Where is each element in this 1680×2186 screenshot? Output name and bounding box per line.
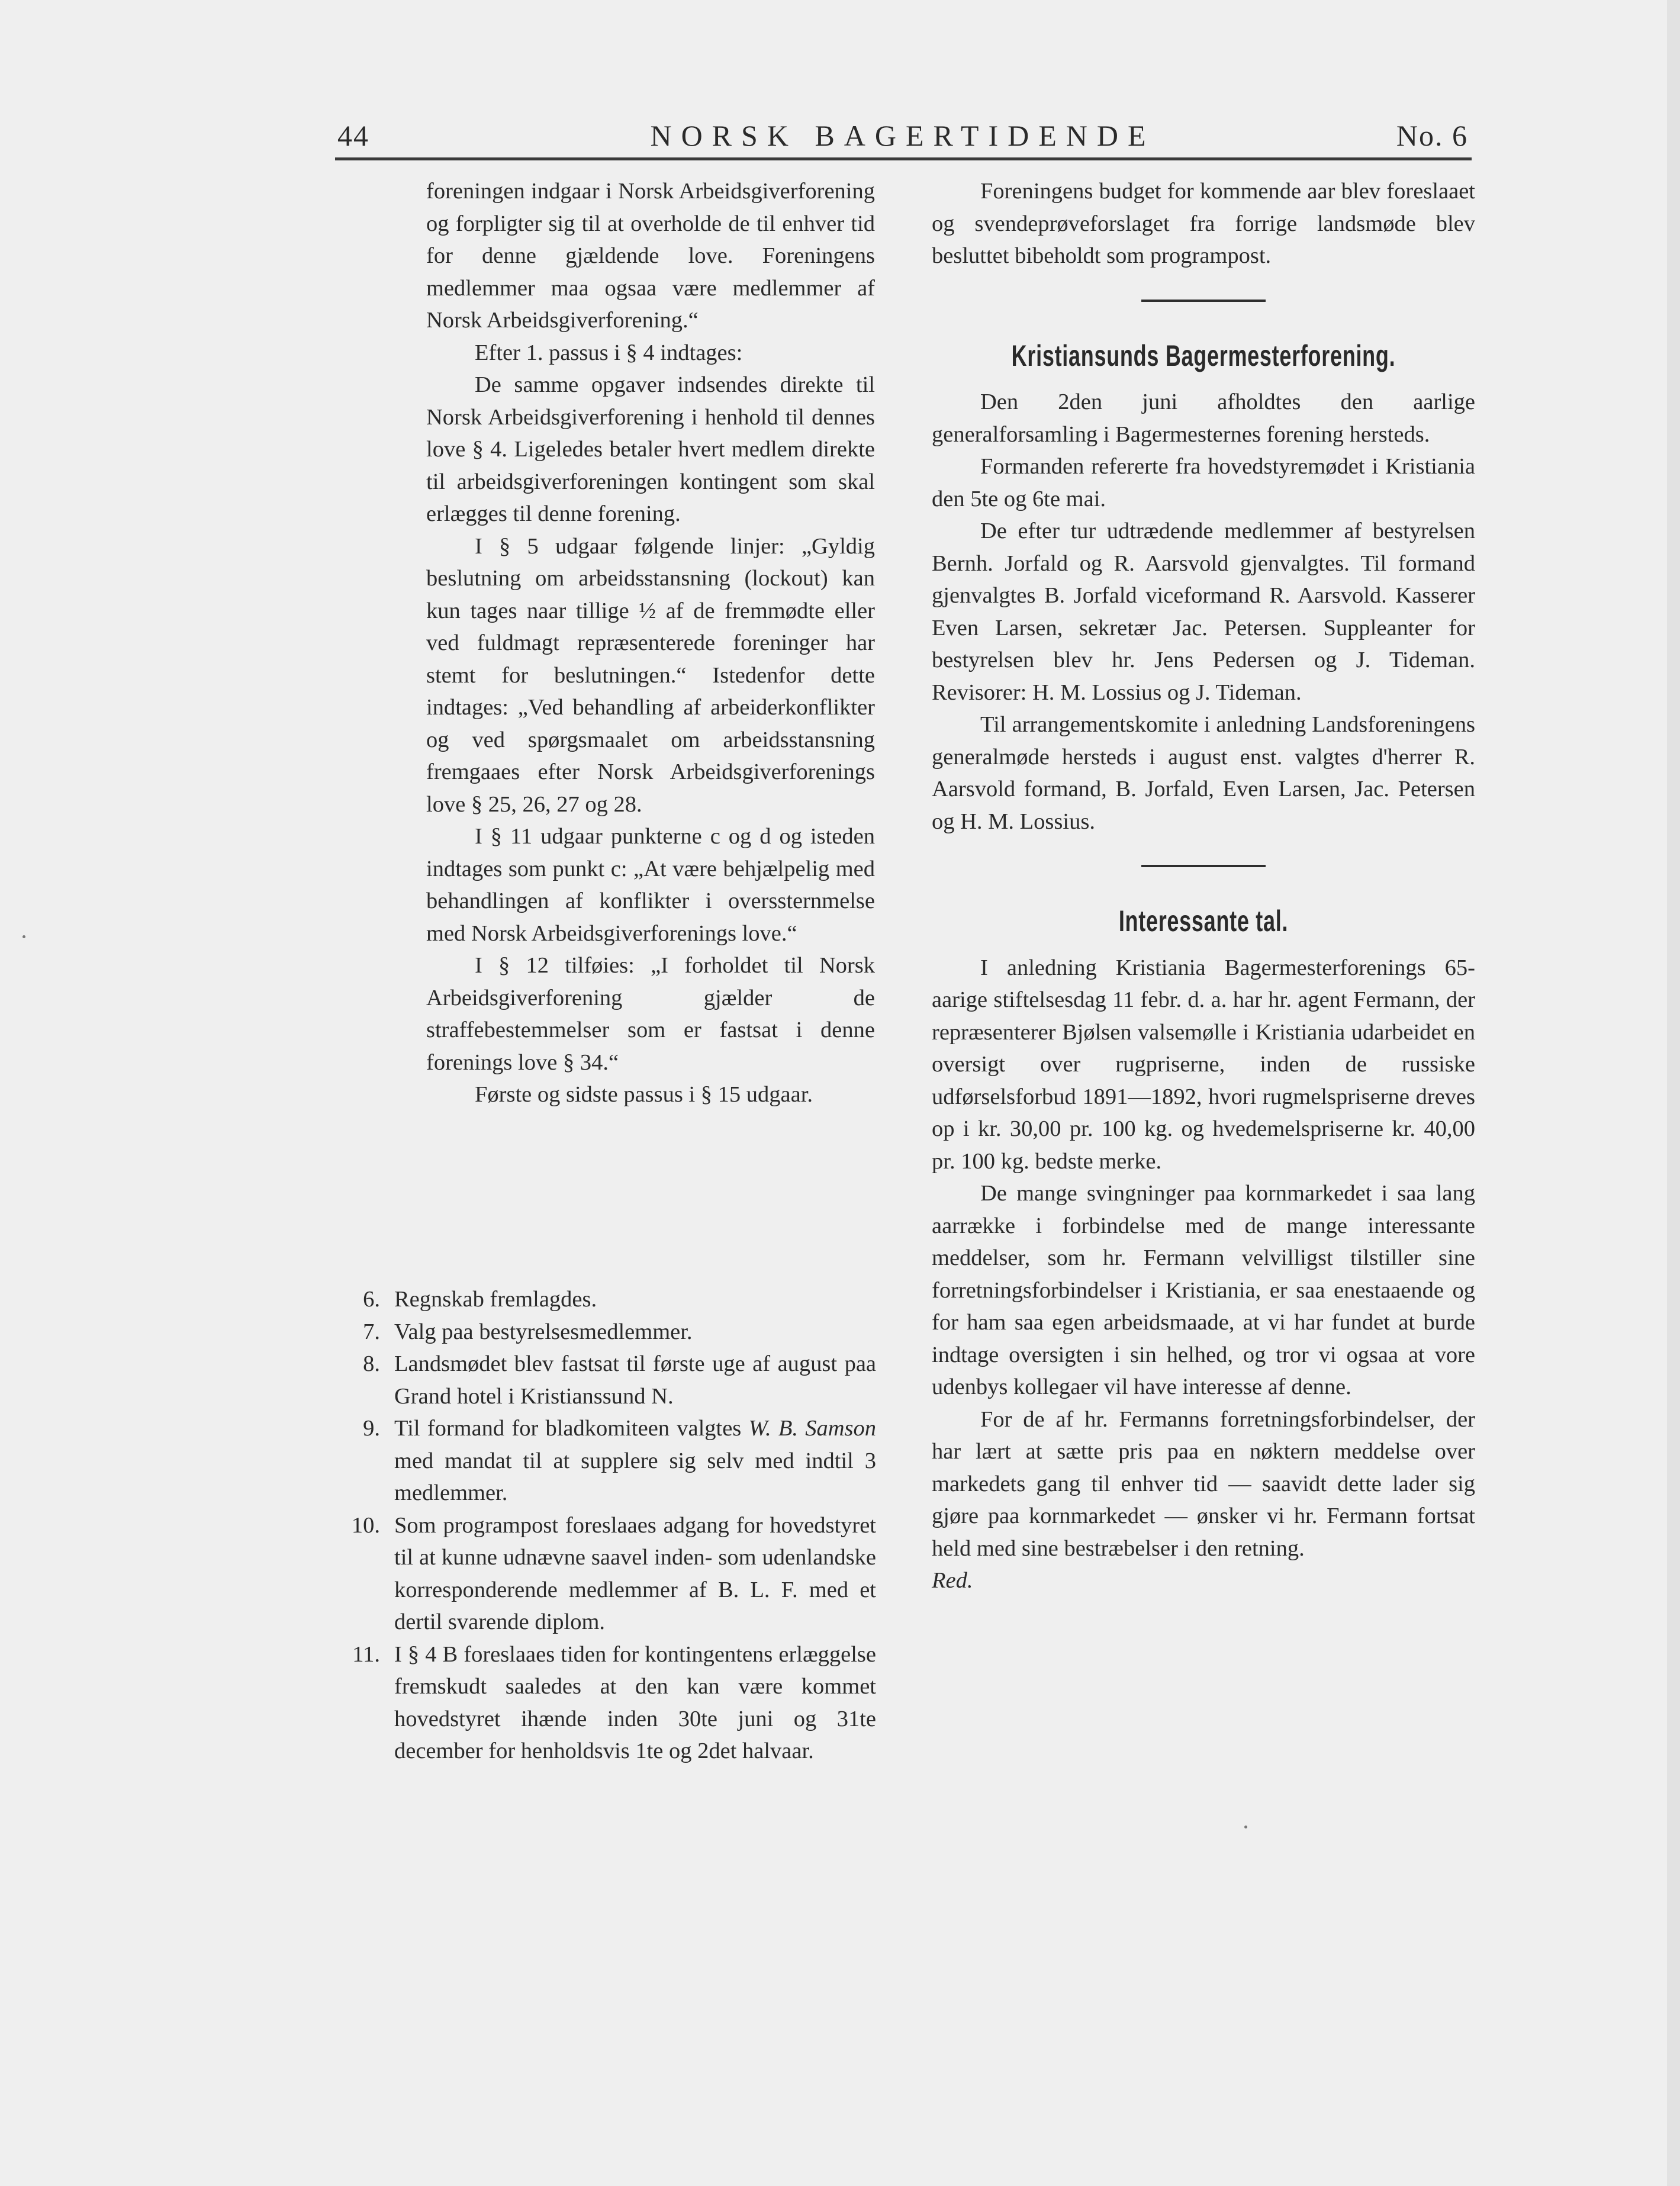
paragraph: I § 12 tilføies: „I forholdet til Norsk Arbeidsgiverforening gjælder de straffebestemmelser som er fastsat i denne forenings love § 34.“ [426, 953, 875, 1075]
paragraph: I § 11 udgaar punkterne c og d og isteden indtages som punkt c: „At være behjælpelig med behandlingen af konflikter i overssternmelse med Norsk Arbeidsgiverforenings love.“ [426, 824, 875, 946]
signature: Red. [932, 1568, 973, 1593]
list-number: 11. [352, 1641, 380, 1667]
paragraph: Efter 1. passus i § 4 indtages: [475, 340, 743, 365]
paragraph: I § 5 udgaar følgende linjer: „Gyldig beslutning om arbeidsstansning (lockout) kan kun tages naar tillige ½ af de fremmødte eller ved fuldmagt repræsenterede foreninger har stemt for beslutningen.“ Istedenfor dette indtages: „Ved behandling af arbeiderkonflikter og ved spørgsmaalet om arbeidsstansning fremgaaes efter Norsk Arbeidsgiverforenings love § 25, 26, 27 og 28. [426, 533, 875, 817]
list-item [336, 1509, 876, 1638]
list-item [336, 1283, 876, 1316]
list-text [394, 1412, 876, 1509]
list-item [336, 1348, 876, 1412]
list-text: Som programpost foreslaaes adgang for hovedstyret til at kunne udnævne saavel inden- som udenlandske korresponderende medlemmer af B. L. F. med et dertil svarende diplom. [394, 1512, 876, 1634]
list-text-after: med mandat til at supplere sig selv med indtil 3 medlemmer. [394, 1448, 876, 1505]
list-item [336, 1316, 876, 1348]
publication-title: NORSK BAGERTIDENDE [650, 119, 1156, 152]
paragraph: I anledning Kristiania Bagermesterforenings 65-aarige stiftelsesdag 11 febr. d. a. har hr. agent Fermann, der repræsenterer Bjølsen valsemølle i Kristiania udarbeidet en oversigt over rugpriserne, inden de russiske udførselsforbud 1891—1892, hvori rugmelspriserne dreves op i kr. 30,00 pr. 100 kg. og hvedemelspriserne kr. 40,00 pr. 100 kg. bedste merke. [932, 955, 1475, 1174]
paragraph: Til arrangementskomite i anledning Landsforeningens generalmøde hersteds i august enst. valgtes d'herrer R. Aarsvold formand, B. Jorfald, Even Larsen, Jac. Petersen og H. M. Lossius. [932, 712, 1475, 834]
person-name: W. B. Samson [748, 1416, 876, 1441]
speck [1244, 1826, 1247, 1828]
list-text: Regnskab fremlagdes. [394, 1287, 597, 1312]
paragraph: For de af hr. Fermanns forretningsforbindelser, der har lært at sætte pris paa en nøktern meddelse over markedets gang til enhver tid — saavidt dette lader sig gjøre paa kornmarkedet — ønsker vi hr. Fermann fortsat held med sine bestræbelser i den retning. [932, 1406, 1475, 1561]
list-item [336, 1638, 876, 1768]
section-heading: Kristiansunds Bagermesterforening. [1011, 339, 1396, 372]
numbered-list [336, 1283, 876, 1768]
paragraph: Den 2den juni afholdtes den aarlige generalforsamling i Bagermesternes forening hersteds. [932, 389, 1475, 447]
speck [22, 935, 25, 938]
section-divider [1141, 300, 1266, 302]
paragraph: Foreningens budget for kommende aar blev foreslaaet og svendeprøveforslaget fra forrige landsmøde blev besluttet bibeholdt som programpost. [932, 179, 1475, 268]
issue-number: No. 6 [1396, 119, 1468, 152]
paragraph: De efter tur udtrædende medlemmer af bestyrelsen Bernh. Jorfald og R. Aarsvold gjenvalgtes. Til formand gjenvalgtes B. Jorfald viceformand R. Aarsvold. Kasserer Even Larsen, sekretær Jac. Petersen. Suppleanter for bestyrelsen blev hr. Jens Pedersen og J. Tideman. Revisorer: H. M. Lossius og J. Tideman. [932, 519, 1475, 705]
page-number: 44 [337, 119, 369, 152]
left-column [426, 175, 875, 1111]
paragraph: foreningen indgaar i Norsk Arbeidsgiverforening og forpligter sig til at overholde de til enhver tid for denne gjældende love. Foreningens medlemmer maa ogsaa være medlemmer af Norsk Arbeidsgiverforening.“ [426, 179, 875, 333]
list-number: 9. [363, 1416, 380, 1441]
page-header [332, 112, 1474, 160]
list-number: 10. [351, 1512, 380, 1538]
paragraph: Formanden refererte fra hovedstyremødet i Kristiania den 5te og 6te mai. [932, 454, 1475, 511]
paragraph: De samme opgaver indsendes direkte til Norsk Arbeidsgiverforening i henhold til dennes love § 4. Ligeledes betaler hvert medlem direkte til arbeidsgiverforeningen kontingent som skal erlægges til denne forening. [426, 372, 875, 526]
list-text-before: Til formand for bladkomiteen valgtes [394, 1416, 742, 1441]
section-heading: Interessante tal. [1118, 904, 1289, 938]
list-item [336, 1412, 876, 1509]
section-divider [1141, 865, 1266, 867]
list-text: Landsmødet blev fastsat til første uge af august paa Grand hotel i Kristianssund N. [394, 1351, 876, 1409]
header-rule [335, 157, 1472, 160]
list-text: Valg paa bestyrelsesmedlemmer. [394, 1319, 693, 1344]
list-text: I § 4 B foreslaaes tiden for kontingentens erlæggelse fremskudt saaledes at den kan være kommet hovedstyret ihænde inden 30te juni og 31te december for henholdsvis 1te og 2det halvaar. [394, 1641, 876, 1763]
paragraph: Første og sidste passus i § 15 udgaar. [475, 1082, 813, 1107]
list-number: 7. [363, 1319, 380, 1344]
paragraph: De mange svingninger paa kornmarkedet i saa lang aarrække i forbindelse med de mange interessante meddelser, som hr. Fermann velvilligst tilstiller sine forretningsforbindelser i Kristiania, er saa enestaaende og for ham saa egen arbeidsmaade, at vi har fundet at burde indtage oversigten i sin helhed, og tror vi ogsaa at vore udenbys kollegaer vil have interesse af denne. [932, 1181, 1475, 1399]
right-column [932, 175, 1475, 1597]
page-edge [1667, 0, 1680, 2186]
list-number: 6. [363, 1287, 380, 1312]
list-number: 8. [363, 1351, 380, 1376]
